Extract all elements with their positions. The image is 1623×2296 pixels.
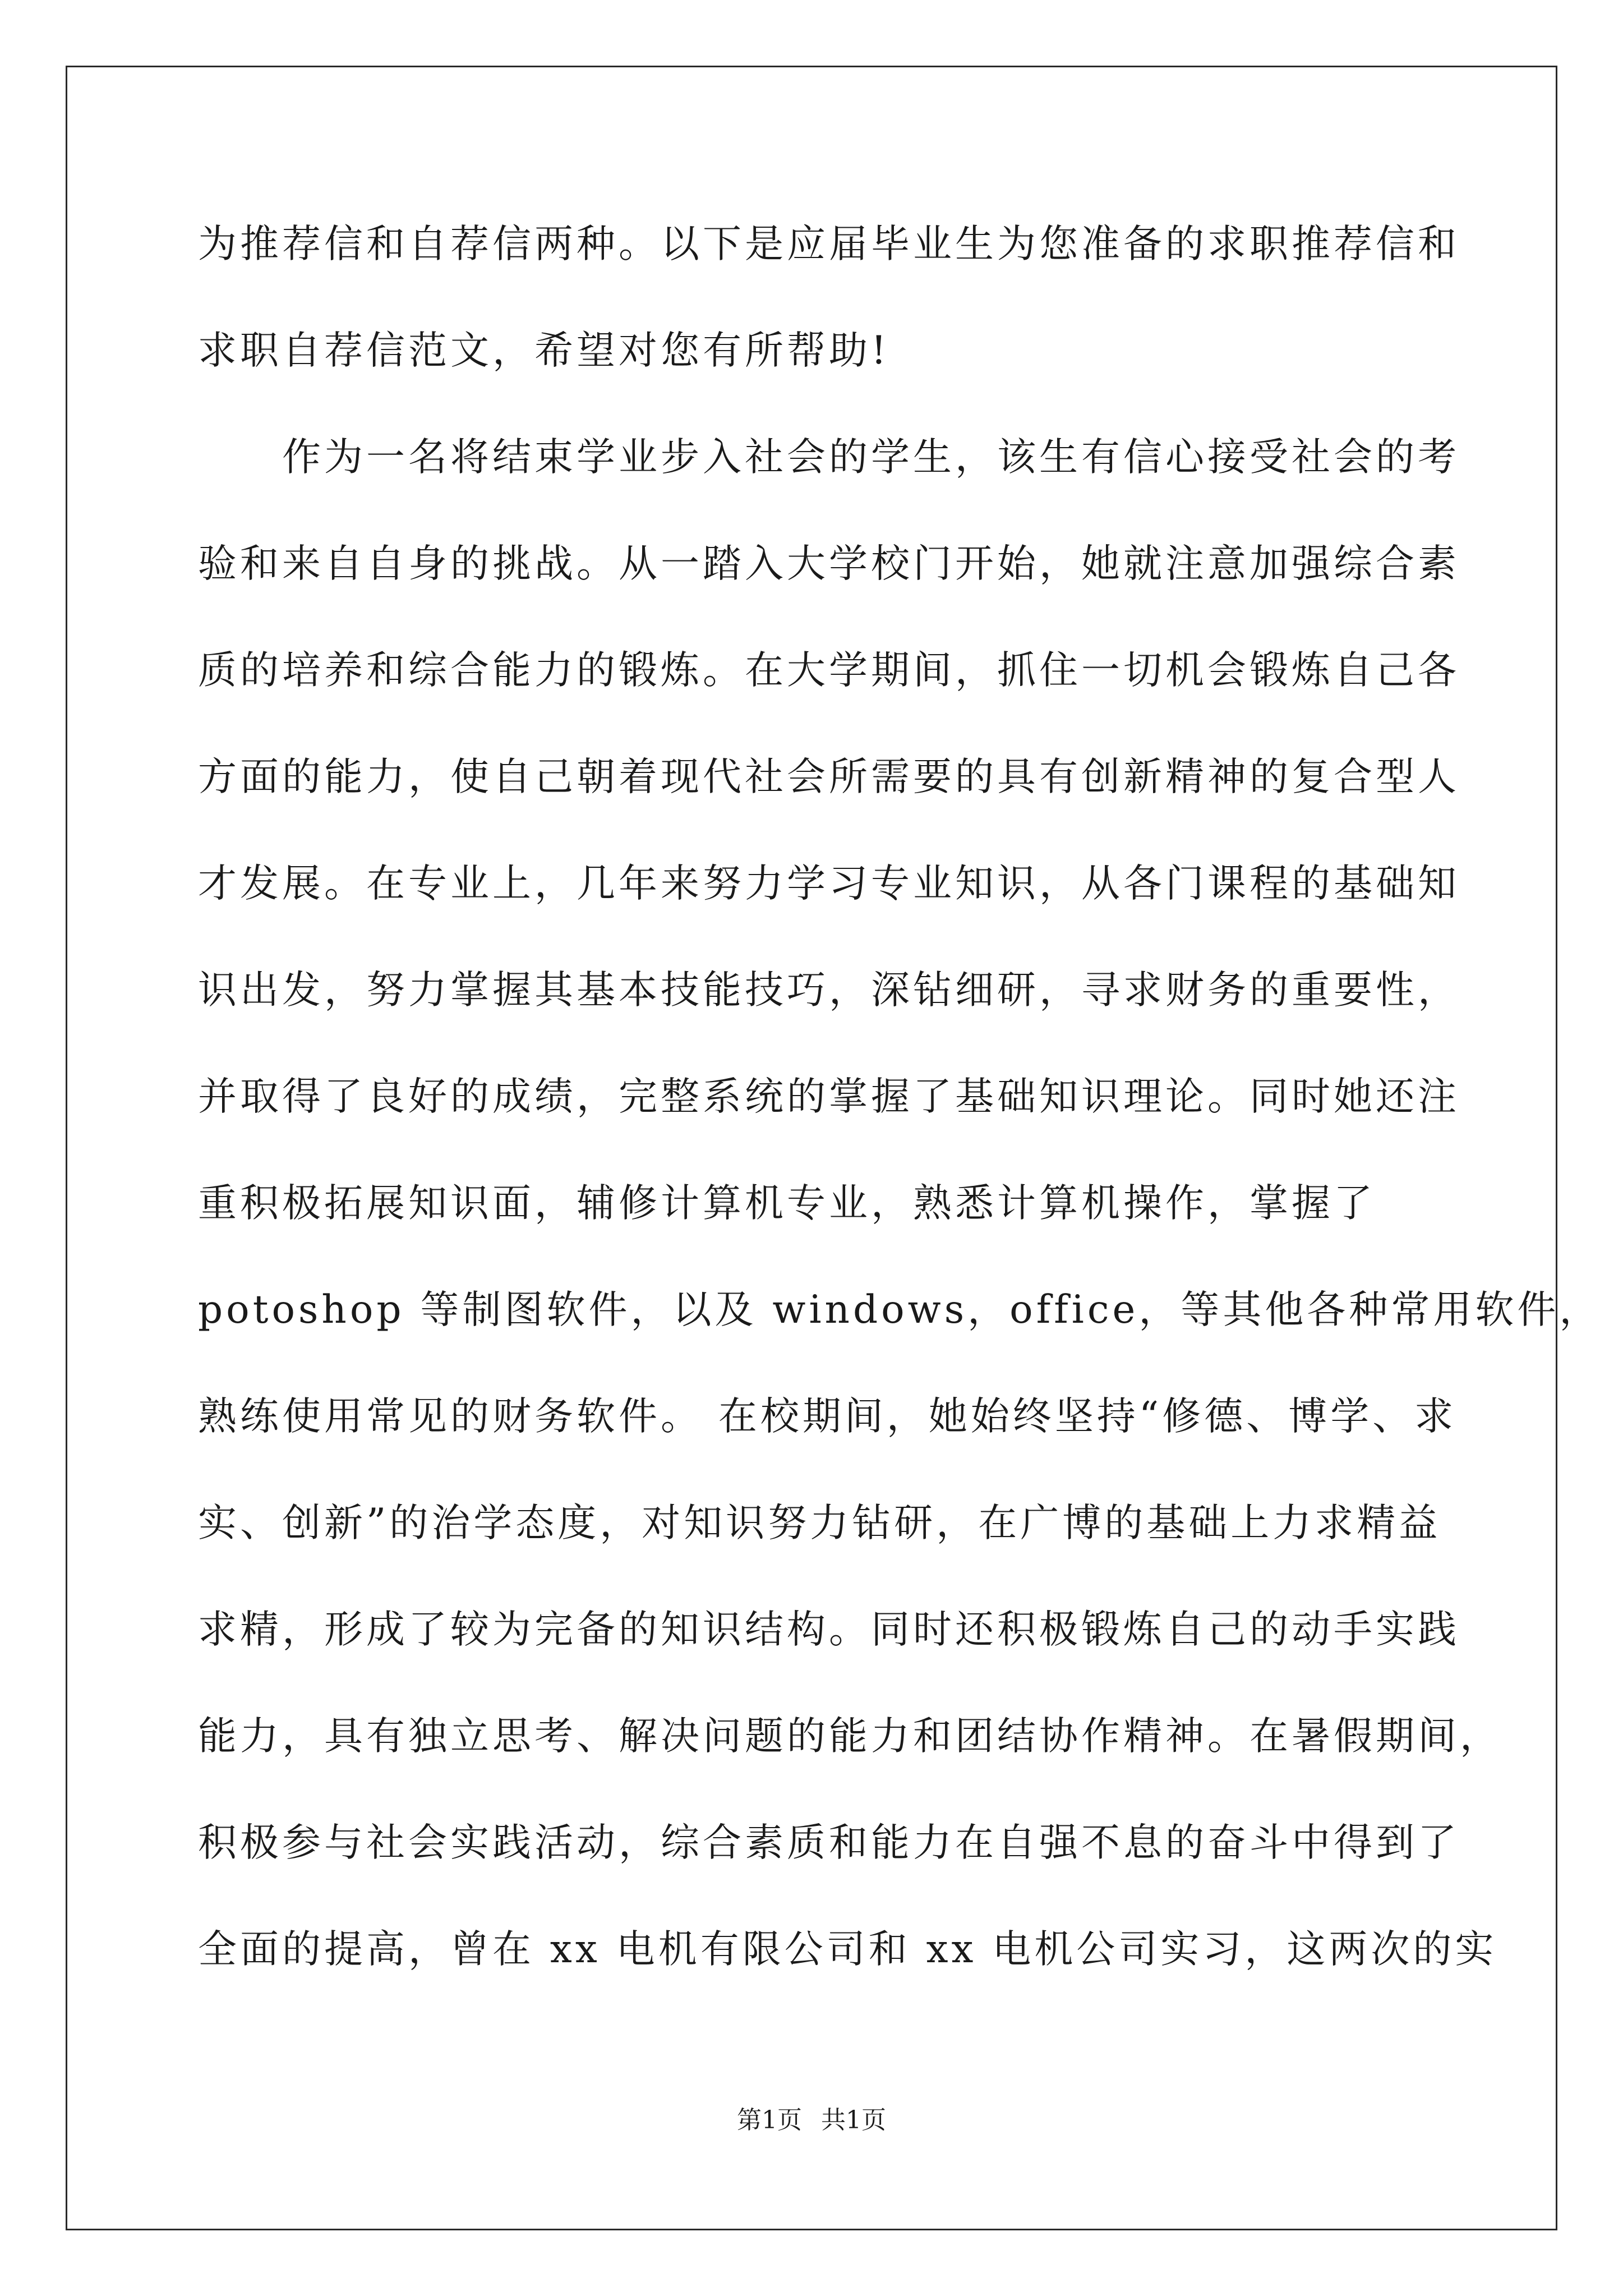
text-line: 为推荐信和自荐信两种。以下是应届毕业生为您准备的求职推荐信和 <box>198 222 1460 266</box>
page-number-current: 第1页 <box>737 2106 802 2134</box>
document-body <box>198 213 1602 2025</box>
text-line: 实、创新”的治学态度，对知识努力钻研，在广博的基础上力求精益 <box>198 1501 1441 1545</box>
text-line: 验和来自自身的挑战。从一踏入大学校门开始，她就注意加强综合素 <box>198 541 1460 586</box>
page-footer <box>0 2104 1623 2137</box>
text-line: 全面的提高，曾在 xx 电机有限公司和 xx 电机公司实习，这两次的实 <box>198 1927 1497 1972</box>
text-line: 重积极拓展知识面，辅修计算机专业，熟悉计算机操作，掌握了 <box>198 1181 1376 1226</box>
text-line: 方面的能力，使自己朝着现代社会所需要的具有创新精神的复合型人 <box>198 754 1460 799</box>
text-line: 才发展。在专业上，几年来努力学习专业知识，从各门课程的基础知 <box>198 861 1460 906</box>
text-line: 能力，具有独立思考、解决问题的能力和团结协作精神。在暑假期间， <box>198 1714 1502 1759</box>
text-line: 熟练使用常见的财务软件。 在校期间，她始终坚持“修德、博学、求 <box>198 1394 1457 1439</box>
text-line: 求职自荐信范文，希望对您有所帮助! <box>198 328 890 373</box>
text-line: 质的培养和综合能力的锻炼。在大学期间，抓住一切机会锻炼自己各 <box>198 648 1460 693</box>
text-line: 求精，形成了较为完备的知识结构。同时还积极锻炼自己的动手实践 <box>198 1607 1460 1652</box>
text-line: 积极参与社会实践活动，综合素质和能力在自强不息的奋斗中得到了 <box>198 1820 1460 1865</box>
text-line: 并取得了良好的成绩，完整系统的掌握了基础知识理论。同时她还注 <box>198 1074 1460 1119</box>
page-number-total: 共1页 <box>821 2106 886 2134</box>
text-line: potoshop 等制图软件，以及 windows，office，等其他各种常用软件， <box>198 1287 1602 1332</box>
text-line: 识出发，努力掌握其基本技能技巧，深钻细研，寻求财务的重要性， <box>198 968 1460 1013</box>
paragraph-start-line: 作为一名将结束学业步入社会的学生，该生有信心接受社会的考 <box>282 435 1460 480</box>
